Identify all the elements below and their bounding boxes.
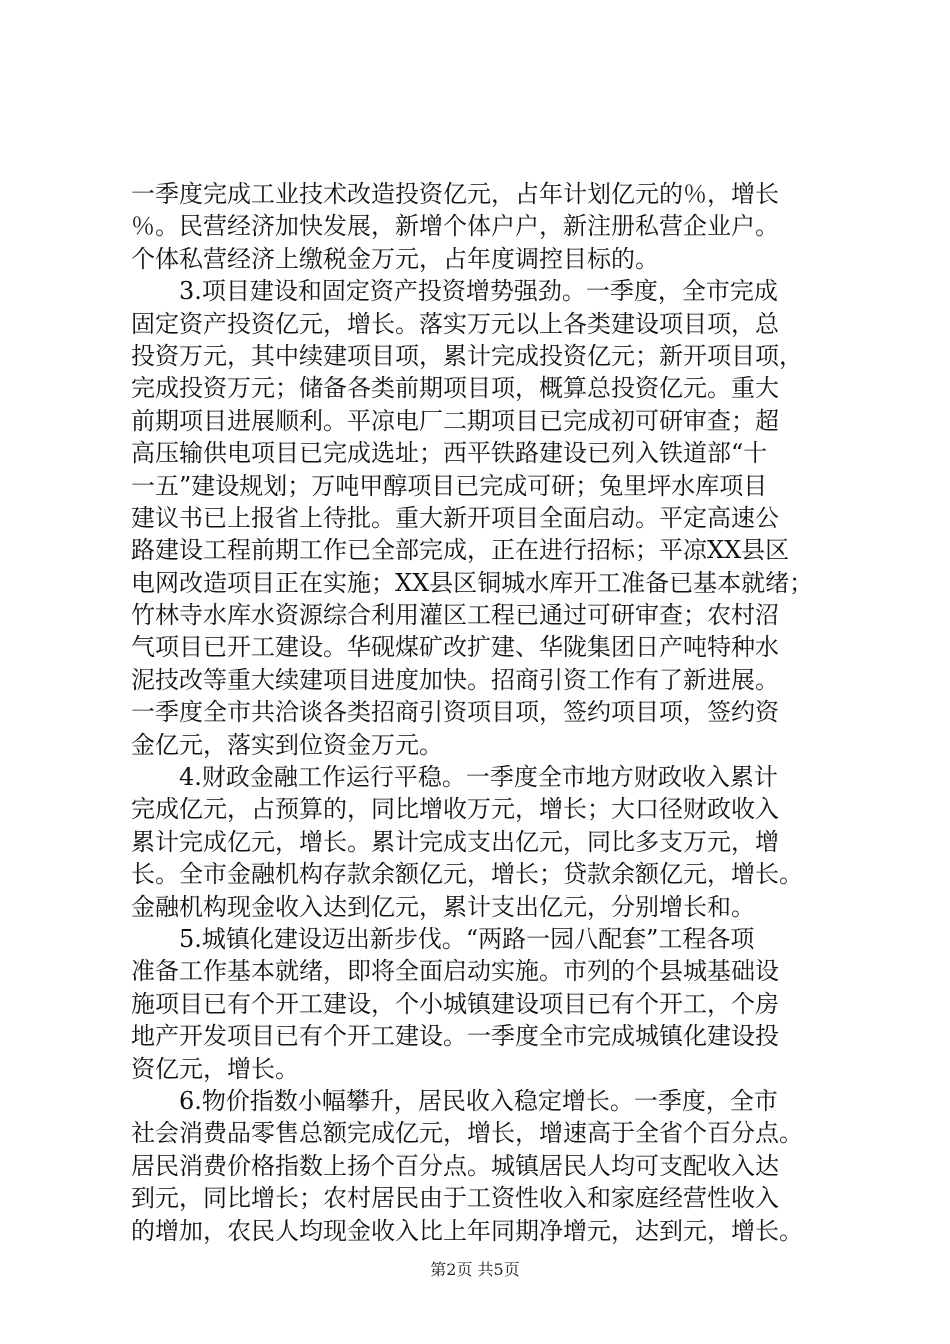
text-line: 一五”建设规划；万吨甲醇项目已完成可研；兔里坪水库项目 (131, 471, 768, 500)
text-line: 6.物价指数小幅攀升，居民收入稳定增长。一季度，全市 (179, 1086, 778, 1115)
text-line: 金亿元，落实到位资金万元。 (131, 730, 443, 759)
text-line: 地产开发项目已有个开工建设。一季度全市完成城镇化建设投 (131, 1022, 779, 1051)
text-line: 长。全市金融机构存款余额亿元，增长；贷款余额亿元，增长。 (131, 860, 803, 889)
text-line: 竹林寺水库水资源综合利用灌区工程已通过可研审查；农村沼 (131, 601, 779, 630)
text-line: 个体私营经济上缴税金万元，占年度调控目标的。 (131, 244, 659, 273)
text-line: 完成投资万元；储备各类前期项目项，概算总投资亿元。重大 (131, 374, 779, 403)
paragraph-urbanization (131, 923, 831, 1085)
text-line: 前期项目进展顺利。平凉电厂二期项目已完成初可研审查；超 (131, 406, 779, 435)
text-line: 准备工作基本就绪，即将全面启动实施。市列的个县城基础设 (131, 957, 779, 986)
text-line: 资亿元，增长。 (131, 1054, 299, 1083)
text-line: 路建设工程前期工作已全部完成，正在进行招标；平凉XX县区 (131, 536, 790, 565)
paragraph-prices-income (131, 1085, 831, 1247)
document-body (131, 178, 831, 1247)
text-line: 施项目已有个开工建设，个小城镇建设项目已有个开工，个房 (131, 989, 779, 1018)
text-line: 一季度全市共洽谈各类招商引资项目项，签约项目项，签约资 (131, 698, 779, 727)
page-number-footer: 第2页 共5页 (430, 1260, 520, 1279)
text-line: ％。民营经济加快发展，新增个体户户，新注册私营企业户。 (131, 212, 779, 241)
text-line: 固定资产投资亿元，增长。落实万元以上各类建设项目项，总 (131, 309, 779, 338)
text-line: 金融机构现金收入达到亿元，累计支出亿元，分别增长和。 (131, 892, 755, 921)
text-line: 3.项目建设和固定资产投资增势强劲。一季度，全市完成 (179, 277, 778, 306)
paragraph-project-investment (131, 275, 831, 761)
text-line: 5.城镇化建设迈出新步伐。“两路一园八配套”工程各项 (179, 924, 755, 953)
text-line: 居民消费价格指数上扬个百分点。城镇居民人均可支配收入达 (131, 1151, 779, 1180)
text-line: 建议书已上报省上待批。重大新开项目全面启动。平定高速公 (131, 503, 779, 532)
text-line: 高压输供电项目已完成选址；西平铁路建设已列入铁道部“十 (131, 439, 768, 468)
text-line: 累计完成亿元，增长。累计完成支出亿元，同比多支万元，增 (131, 827, 779, 856)
text-line: 投资万元，其中续建项目项，累计完成投资亿元；新开项目项， (131, 341, 803, 370)
text-line: 气项目已开工建设。华砚煤矿改扩建、华陇集团日产吨特种水 (131, 633, 779, 662)
text-line: 电网改造项目正在实施；XX县区铜城水库开工准备已基本就绪； (131, 568, 814, 597)
text-line: 泥技改等重大续建项目进度加快。招商引资工作有了新进展。 (131, 665, 779, 694)
text-line: 一季度完成工业技术改造投资亿元，占年计划亿元的％，增长 (131, 180, 779, 208)
paragraph-industry (131, 178, 831, 275)
paragraph-finance (131, 761, 831, 923)
text-line: 的增加，农民人均现金收入比上年同期净增元，达到元，增长。 (131, 1216, 803, 1245)
text-line: 4.财政金融工作运行平稳。一季度全市地方财政收入累计 (179, 763, 778, 792)
text-line: 完成亿元，占预算的，同比增收万元，增长；大口径财政收入 (131, 795, 779, 824)
text-line: 社会消费品零售总额完成亿元，增长，增速高于全省个百分点。 (131, 1119, 803, 1148)
text-line: 到元，同比增长；农村居民由于工资性收入和家庭经营性收入 (131, 1184, 779, 1213)
